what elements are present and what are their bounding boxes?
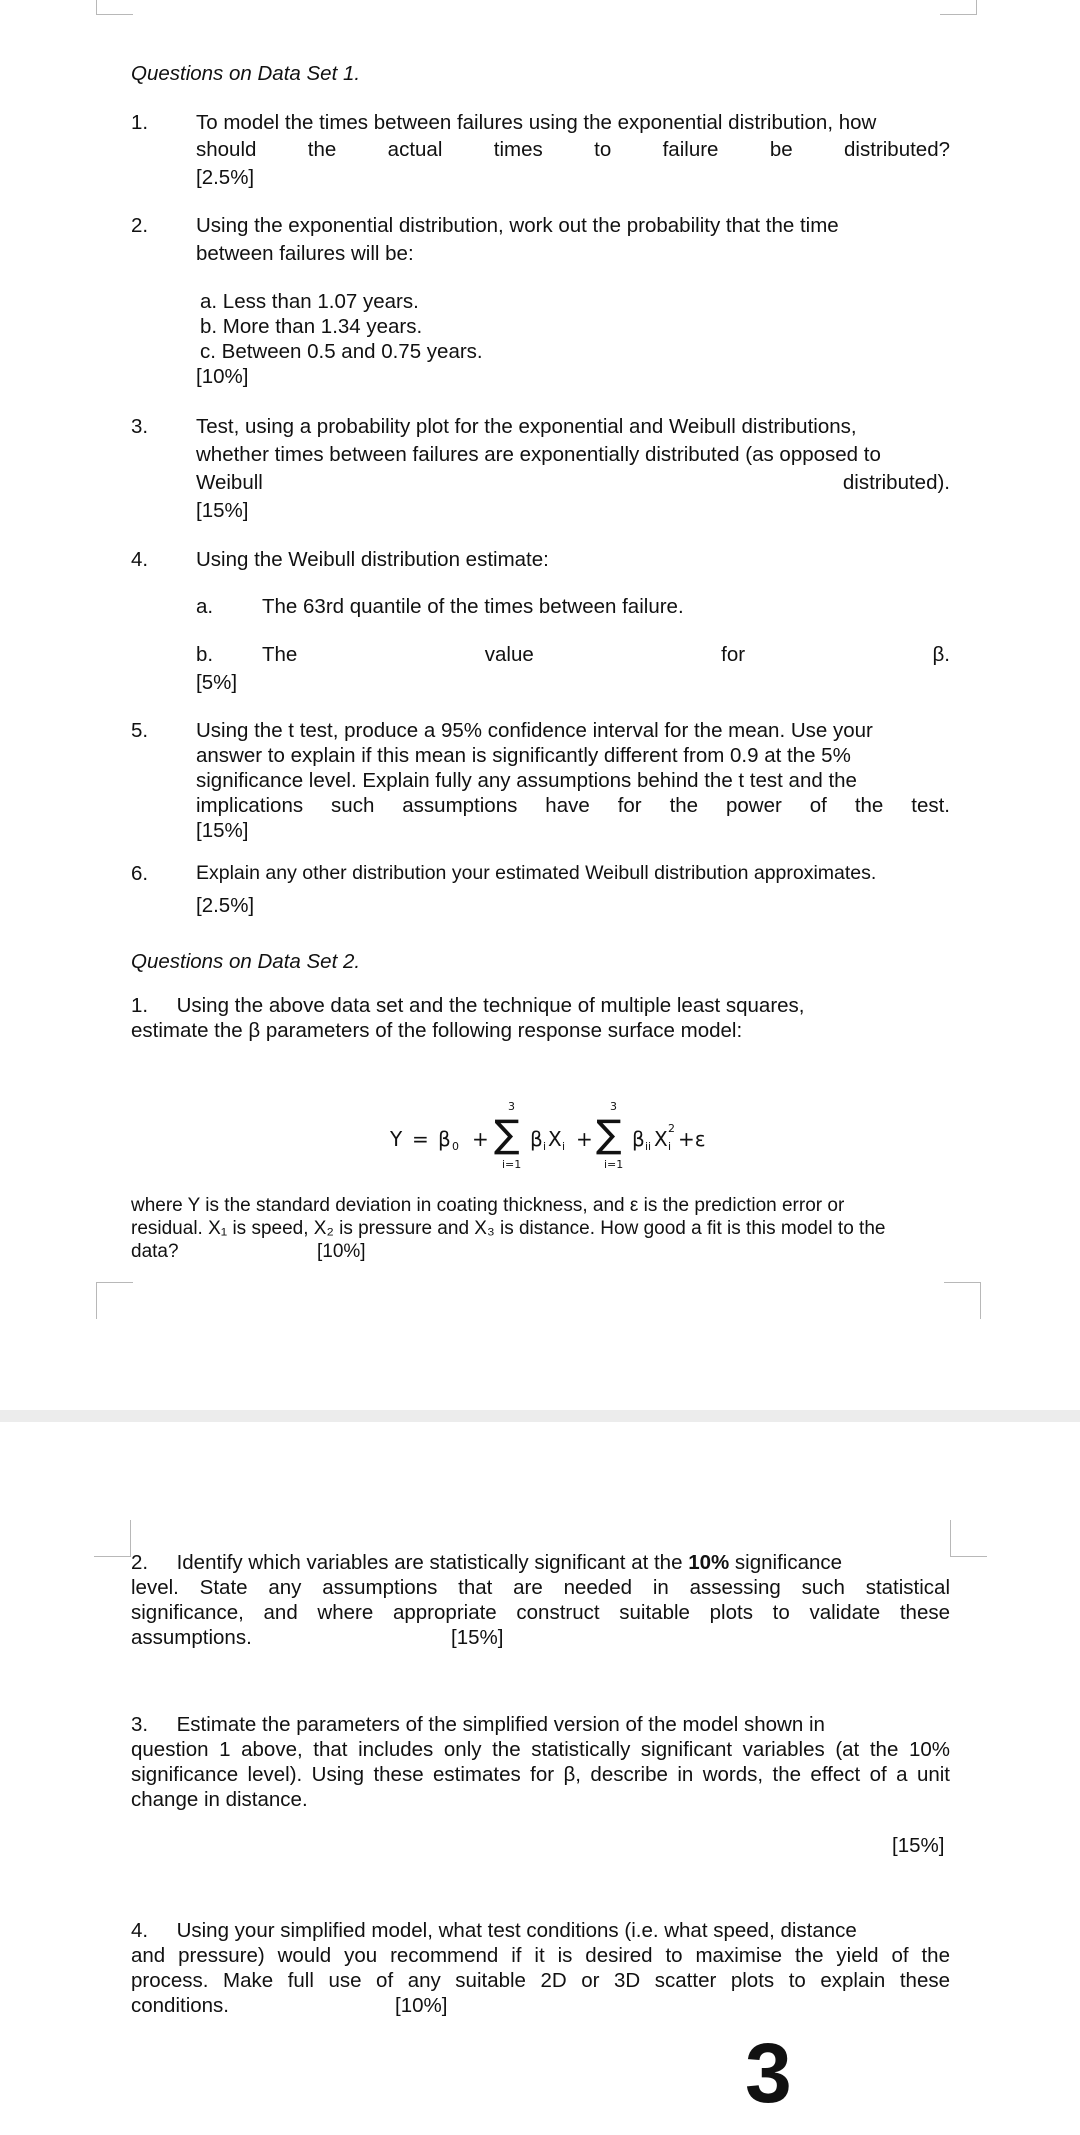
- formula-X-i: X: [548, 1127, 562, 1151]
- s2-q3-line2: question 1 above, that includes only the statistically significant variables (at the 10%: [131, 1738, 950, 1761]
- s2-q4-line1: 4. Using your simplified model, what test conditions (i.e. what speed, distance: [131, 1919, 857, 1942]
- crop-mark-bottom-right: [944, 1282, 981, 1319]
- set2-heading: Questions on Data Set 2.: [131, 950, 361, 973]
- s2-q1-where1: where Y is the standard deviation in coating thickness, and ε is the prediction error or: [131, 1195, 845, 1216]
- q6-mark: [2.5%]: [196, 894, 255, 917]
- q2-b: b. More than 1.34 years.: [200, 315, 423, 338]
- s2-q2-line1-bold: 10%: [688, 1551, 730, 1574]
- formula-sum1-lower: i=1: [502, 1158, 522, 1171]
- page-gap: [0, 1410, 1080, 1422]
- s2-q2-line1-pre: 2. Identify which variables are statistically significant at the: [131, 1551, 689, 1574]
- q2-a: a. Less than 1.07 years.: [200, 290, 419, 313]
- q2-line2: between failures will be:: [196, 242, 414, 265]
- q5-line3: significance level. Explain fully any assumptions behind the t test and the: [196, 769, 857, 792]
- q6-number: 6.: [131, 862, 149, 885]
- formula-epsilon: +ε: [678, 1127, 706, 1151]
- s2-q3-line3: significance level). Using these estimates for β, describe in words, the effect of a unit: [131, 1763, 950, 1786]
- q1-line1: To model the times between failures using the exponential distribution, how: [196, 111, 877, 134]
- q4-b-word: value: [484, 643, 534, 666]
- formula-sum2: ∑: [596, 1112, 622, 1156]
- q4-b-line: [262, 642, 950, 667]
- formula-beta-ii-sub: ii: [645, 1140, 652, 1153]
- s2-q3-line1: 3. Estimate the parameters of the simplified version of the model shown in: [131, 1713, 825, 1736]
- s2-q3-line4: change in distance.: [131, 1788, 308, 1811]
- s2-q1-where2: residual. X₁ is speed, X₂ is pressure and X₃ is distance. How good a fit is this model to the: [131, 1218, 886, 1239]
- formula-sum1: ∑: [494, 1112, 520, 1156]
- formula-X-i-sub: i: [562, 1140, 566, 1153]
- q4-b-label: b.: [196, 643, 214, 666]
- formula-beta-i-sub: i: [543, 1140, 547, 1153]
- formula-Y: Y: [390, 1127, 403, 1151]
- q5-line4: implications such assumptions have for the power of the test.: [196, 794, 950, 817]
- q1-line2: [196, 137, 950, 162]
- q5-line2: answer to explain if this mean is significantly different from 0.9 at the 5%: [196, 744, 851, 767]
- q1-word: the: [307, 138, 337, 161]
- q1-word: should: [196, 138, 257, 161]
- s2-q4-mark: [10%]: [395, 1994, 448, 2017]
- q2-mark: [10%]: [196, 365, 249, 388]
- q1-mark: [2.5%]: [196, 166, 255, 189]
- s2-q2-line2: level. State any assumptions that are needed in assessing such statistical: [131, 1576, 950, 1599]
- q1-word: actual: [387, 138, 443, 161]
- q3-mark: [15%]: [196, 499, 249, 522]
- q6-line1: Explain any other distribution your estimated Weibull distribution approximates.: [196, 862, 877, 884]
- q3-line3-right: distributed).: [842, 471, 950, 494]
- q4-a-text: The 63rd quantile of the times between failure.: [262, 595, 684, 618]
- q3-line3-left: Weibull: [196, 471, 263, 494]
- q4-b-word: The: [262, 643, 298, 666]
- s2-q2-mark: [15%]: [451, 1626, 504, 1649]
- s2-q1-mark: [10%]: [317, 1241, 366, 1262]
- formula-sum1-upper: 3: [508, 1100, 515, 1113]
- q4-a-label: a.: [196, 595, 214, 618]
- s2-q2-line4: assumptions.: [131, 1626, 252, 1649]
- formula-plus2: +: [576, 1127, 593, 1151]
- crop-mark-top-left: [96, 0, 133, 15]
- formula-beta0: β: [438, 1127, 451, 1151]
- formula-X-i-2: X: [654, 1127, 668, 1151]
- s2-q3-mark: [15%]: [892, 1834, 945, 1857]
- s2-q1-line2: estimate the β parameters of the following response surface model:: [131, 1019, 743, 1042]
- formula-squared: 2: [668, 1122, 675, 1135]
- q1-word: to: [594, 138, 612, 161]
- crop-mark-bottom-left: [96, 1282, 133, 1319]
- q1-word: times: [493, 138, 543, 161]
- q2-c: c. Between 0.5 and 0.75 years.: [200, 340, 483, 363]
- formula-plus1: +: [472, 1127, 489, 1151]
- crop-mark-page2-top-left: [94, 1520, 131, 1557]
- q1-number: 1.: [131, 111, 149, 134]
- s2-q2-line3: significance, and where appropriate construct suitable plots to validate these: [131, 1601, 950, 1624]
- q3-line3: [196, 470, 950, 495]
- q3-line1: Test, using a probability plot for the exponential and Weibull distributions,: [196, 415, 857, 438]
- s2-q1-where3: data?: [131, 1241, 179, 1262]
- page-number: 3: [745, 2026, 792, 2120]
- s2-q4-line2: and pressure) would you recommend if it is desired to maximise the yield of the: [131, 1944, 950, 1967]
- response-surface-formula: [390, 1100, 720, 1182]
- crop-mark-page2-top-right: [950, 1520, 987, 1557]
- formula-beta-ii: β: [632, 1127, 645, 1151]
- q2-line1: Using the exponential distribution, work out the probability that the time: [196, 214, 839, 237]
- q1-word: be: [769, 138, 793, 161]
- formula-sum2-lower: i=1: [604, 1158, 624, 1171]
- s2-q4-line4: conditions.: [131, 1994, 230, 2017]
- s2-q2-line1: [131, 1550, 950, 1575]
- s2-q4-line3: process. Make full use of any suitable 2D or 3D scatter plots to explain these: [131, 1969, 950, 1992]
- q5-mark: [15%]: [196, 819, 249, 842]
- formula-sub0: 0: [452, 1140, 459, 1153]
- q1-word: failure: [662, 138, 719, 161]
- formula-X-i-2-sub: i: [668, 1140, 672, 1153]
- formula-equals: =: [412, 1127, 429, 1151]
- q4-number: 4.: [131, 548, 149, 571]
- set1-heading: Questions on Data Set 1.: [131, 62, 361, 85]
- s2-q2-line1-post: significance: [729, 1551, 843, 1574]
- q4-mark: [5%]: [196, 671, 238, 694]
- q4-line1: Using the Weibull distribution estimate:: [196, 548, 549, 571]
- q3-number: 3.: [131, 415, 149, 438]
- q1-word: distributed?: [844, 138, 950, 161]
- q2-number: 2.: [131, 214, 149, 237]
- crop-mark-top-right: [940, 0, 977, 15]
- q5-line1: Using the t test, produce a 95% confidence interval for the mean. Use your: [196, 719, 873, 742]
- q4-b-word: for: [721, 643, 746, 666]
- formula-beta-i: β: [530, 1127, 543, 1151]
- q5-number: 5.: [131, 719, 149, 742]
- formula-sum2-upper: 3: [610, 1100, 617, 1113]
- s2-q1-line1: 1. Using the above data set and the technique of multiple least squares,: [131, 994, 805, 1017]
- q3-line2: whether times between failures are exponentially distributed (as opposed to: [196, 443, 881, 466]
- q4-b-word: β.: [932, 643, 950, 666]
